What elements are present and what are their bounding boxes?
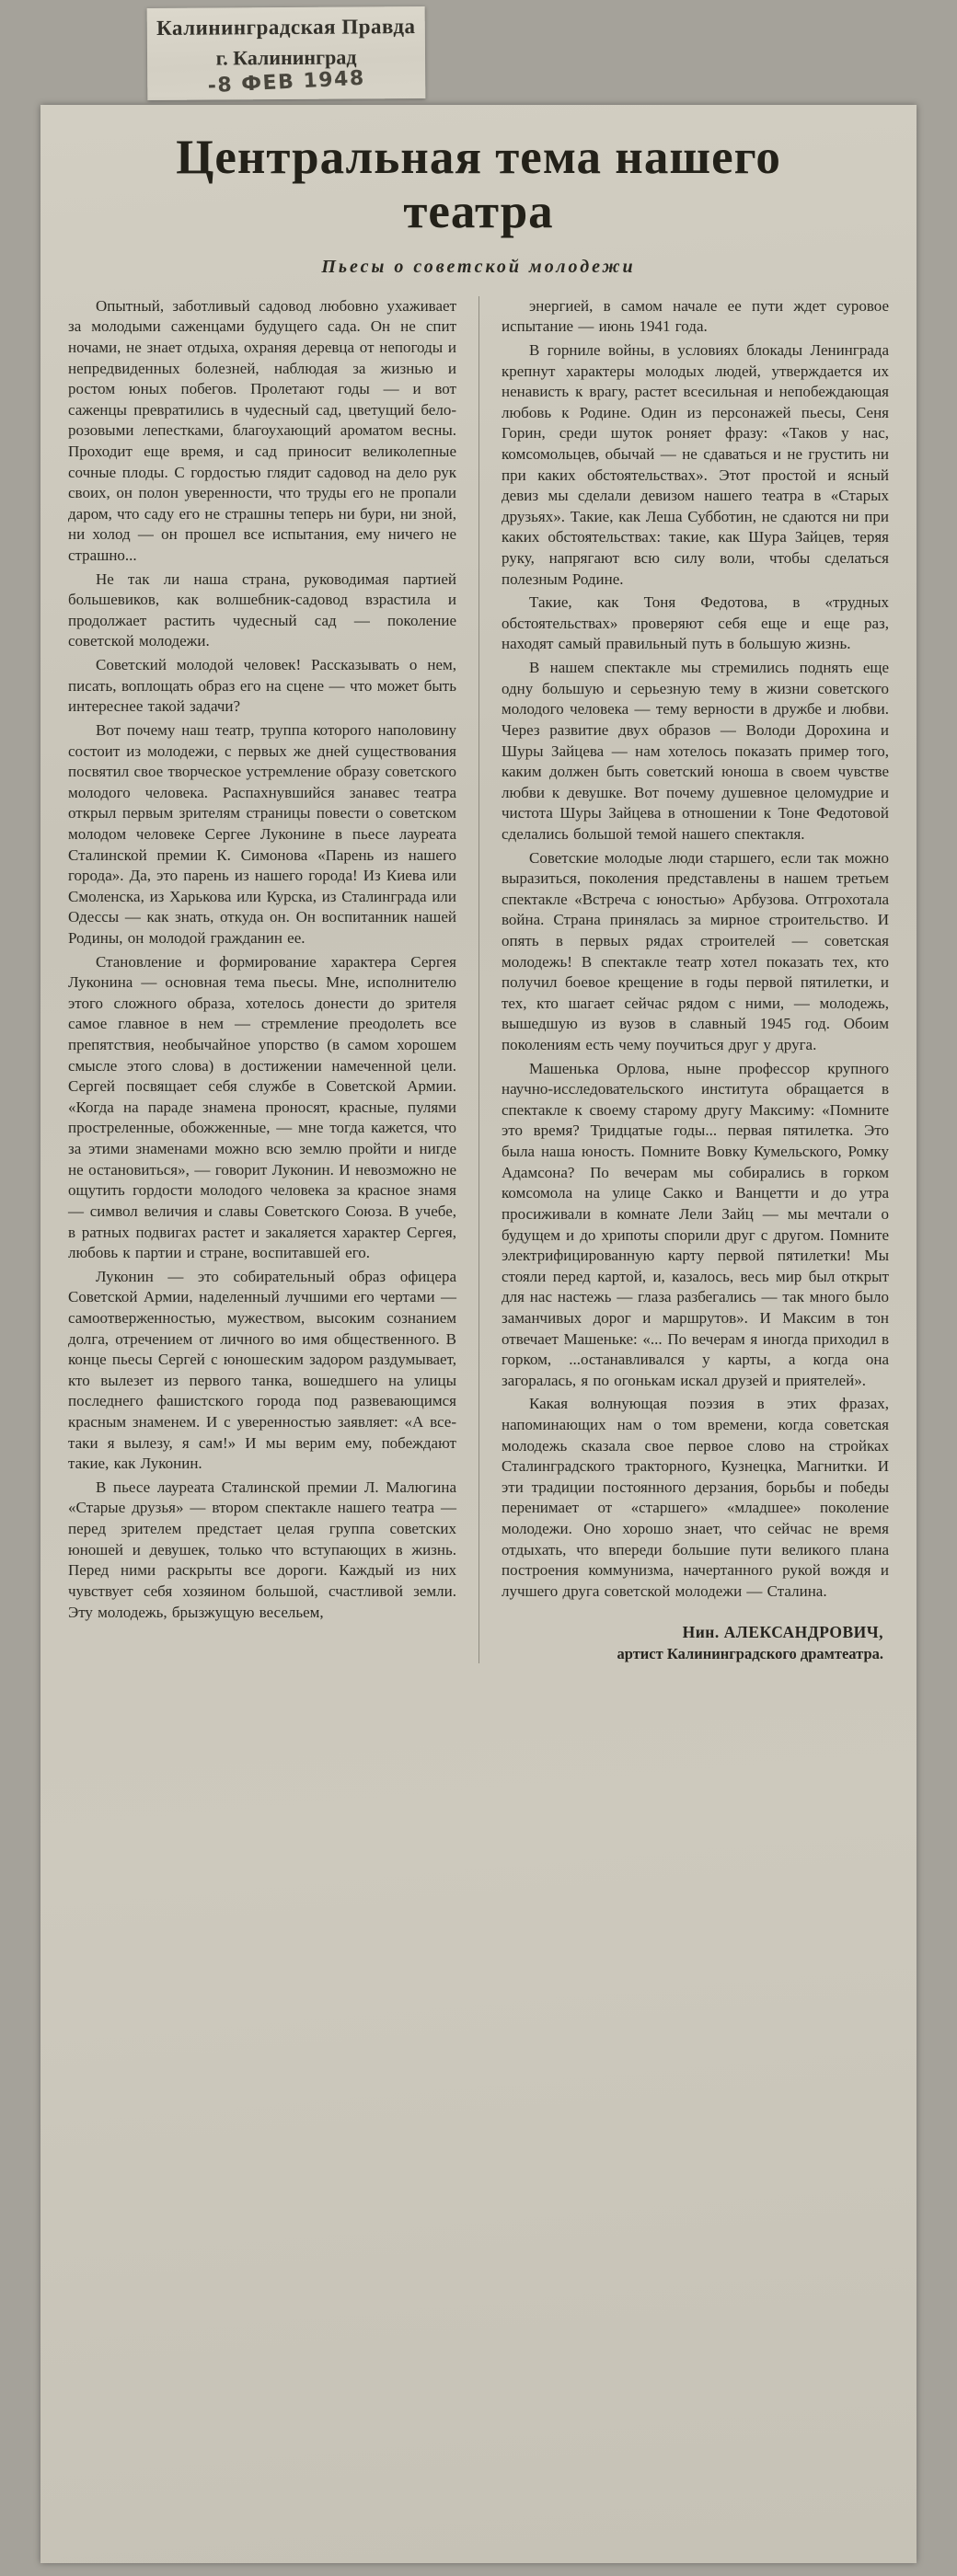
title-line-2: театра <box>403 185 554 239</box>
article-signature <box>502 1623 889 1663</box>
newspaper-city: г. Калининград <box>215 45 357 70</box>
paragraph: Машенька Орлова, ныне профессор крупного научно-исследовательского института обращается в спектакле к своему старому другу Максиму: «Помните это время? Тридцатые годы... первая пятилетка. Это была наша юность. Помните Вовку Кумельского, Ромку Адамсона? По вечерам мы собирались в горком комсомола на улице Сакко и Ванцетти и до утра просиживали в комнате Лели Зайц — мы мечтали о будущем и до хрипоты спорили друг с другом. Помните электрифицированную карту первой пятилетки! Мы стояли перед картой, и, казалось, весь мир был открыт для нас настежь — глаза разбегались — так много было заманчивых дорог и маршрутов». И Максим в тон отвечает Машеньке: «... По вечерам я иногда приходил в горком, ...останавливался у карты, а когда она загоралась, я по огонькам искал друзей и приятелей». <box>502 1059 889 1389</box>
article-clipping <box>40 105 917 2563</box>
paragraph: Луконин — это собирательный образ офицера Советской Армии, наделенный лучшими его чертами — самоотверженностью, мужеством, высоким сознанием долга, отречением от личного во имя общественного. В конце пьесы Сергей с юношеским задором раздумывает, кто вылезет из первого танка, вошедшего на улицы последнего фашистского города под развевающимся красным знаменем. И с уверенностью заявляет: «А все-таки я вылезу, я сам!» И мы верим ему, побеждают такие, как Луконин. <box>68 1267 456 1473</box>
paragraph: В пьесе лауреата Сталинской премии Л. Малюгина «Старые друзья» — втором спектакле нашего театра — перед зрителем предстает целая группа советских юношей и девушек, только что вступающих в жизнь. Перед ними раскрыты все дороги. Каждый из них чувствует себя хозяином большой, счастливой земли. Эту молодежь, брызжущую весельем, <box>68 1478 456 1621</box>
paragraph: Не так ли наша страна, руководимая партией большевиков, как волшебник-садовод взрастила и продолжает растить чудесный сад — поколение советской молодежи. <box>68 569 456 650</box>
newspaper-name: Калининградская Правда <box>156 15 416 40</box>
paragraph: Какая волнующая поэзия в этих фразах, напоминающих нам о том времени, когда советская молодежь сказала свое первое слово на стройках Сталинградского тракторного, Кузнецка, Магнитки. И эти традиции постоянного дерзания, борьбы и победы перенимает от «старшего» «младшее» поколение молодежи. Оно хорошо знает, что сейчас не время отдыхать, что впереди большие пути великого плана построения коммунизма, начертанного рукой вождя и лучшего друга советской молодежи — Сталина. <box>502 1395 889 1600</box>
author-role: артист Калининградского драмтеатра. <box>617 1644 883 1662</box>
paragraph: Опытный, заботливый садовод любовно ухаживает за молодыми саженцами будущего сада. Он не спит ночами, не знает отдыха, охраняя деревца от непогоды и непредвиденных болезней, наблюдая за жизнью и ростом юных побегов. Пролетают годы — и вот саженцы превратились в чудесный сад, цветущий бело-розовыми лепестками, благоухающий ароматом весны. Проходит еще время, и сад приносит великолепные сочные плоды. С гордостью глядит садовод на дело рук своих, он полон уверенности, что труды его не пропали даром, что саду его не страшны теперь ни бури, ни зной, ни холод — он прошел все испытания, ему ничего не страшно... <box>68 296 456 565</box>
article-columns <box>68 296 889 1663</box>
paragraph: Советский молодой человек! Рассказывать о нем, писать, воплощать образ его на сцене — что может быть интереснее такой задачи? <box>68 656 456 716</box>
paragraph: Вот почему наш театр, труппа которого наполовину состоит из молодежи, с первых же дней существования посвятил свое творческое устремление образу советского молодого человека. Распахнувшийся занавес театра открыл первым зрителям страницы повести о советском молодом человеке Сергее Луконине в пьесе лауреата Сталинской премии К. Симонова «Парень из нашего города». Да, это парень из нашего города! Из Киева или Смоленска, из Харькова или Курска, из Сталинграда или Одессы — как знать, откуда он. Он воспитанник нашей Родины, он молодой гражданин ее. <box>68 720 456 947</box>
paragraph: Советские молодые люди старшего, если так можно выразиться, поколения представлены в нашем третьем спектакле «Встреча с юностью» Арбузова. Отгрохотала война. Страна принялась за мирное строительство. И опять в первых рядах строителей — советская молодежь! В спектакле театр хотел показать тех, кто получил боевое крещение в годы первой пятилетки, и тех, кто шагает сейчас рядом с ними, — молодежь, вышедшую из вузов в славный 1945 год. Обоим поколениям есть чему поучиться друг у друга. <box>502 848 889 1054</box>
paragraph: энергией, в самом начале ее пути ждет суровое испытание — июнь 1941 года. <box>502 296 889 336</box>
paragraph: Становление и формирование характера Сергея Луконина — основная тема пьесы. Мне, исполнителю этого сложного образа, хотелось донести до зрителя самое главное в нем — стремление преодолеть все препятствия, необычайное упорство (в самом хорошем смысле этого слова) в достижении намеченной цели. Сергей посвящает себя службе в Советской Армии. «Когда на параде знамена проносят, красные, пулями простреленные, обожженные, — мне тогда кажется, что за этими знаменами можно всю землю пройти и нигде не остановиться», — говорит Луконин. И невозможно не ощутить гордости молодого человека за красное знамя — символ величия и славы Советского Союза. В учебе, в ратных подвигах растет и закаляется характер Сергея, любовь к партии и стране, воспитавшей его. <box>68 952 456 1262</box>
date-stamp: -8 ФЕВ 1948 <box>207 66 366 98</box>
paragraph: В горниле войны, в условиях блокады Ленинграда крепнут характеры молодых людей, утверждается их ненависть к врагу, растет всесильная и непобеждающая любовь к Родине. Один из персонажей пьесы, Сеня Горин, среди шуток роняет фразу: «Таков у нас, комсомольцев, обычай — не сдаваться и не грустить ни при каких обстоятельствах». Этот простой и ясный девиз мы сделали девизом нашего театра в «Старых друзьях». Такие, как Леша Субботин, не сдаются ни при каких обстоятельствах: такие, как Шура Зайцев, теряя руку, напрягают всю силу воли, чтобы сделаться полезным Родине. <box>502 340 889 588</box>
article-subtitle: Пьесы о советской молодежи <box>321 256 636 277</box>
article-title <box>68 131 889 240</box>
paragraph: Такие, как Тоня Федотова, в «трудных обстоятельствах» проверяют себя еще и еще раз, находят самый правильный путь в большую жизнь. <box>502 593 889 653</box>
title-line-1: Центральная тема нашего <box>176 131 781 184</box>
author-name: Нин. АЛЕКСАНДРОВИЧ, <box>682 1622 883 1641</box>
right-column <box>478 296 889 1663</box>
paragraph: В нашем спектакле мы стремились поднять еще одну большую и серьезную тему в жизни советского молодого человека — тему верности в дружбе и любви. Через развитие двух образов — Володи Дорохина и Шуры Зайцева — нам хотелось показать пример того, каким должен быть советский юноша в своем чувстве любви к девушке. Вот почему душевное целомудрие и чистота Шуры Зайцева в отношении к Тоне Федотовой сделались большой темой нашего спектакля. <box>502 659 889 843</box>
newspaper-masthead <box>147 6 426 100</box>
left-column <box>68 296 478 1663</box>
